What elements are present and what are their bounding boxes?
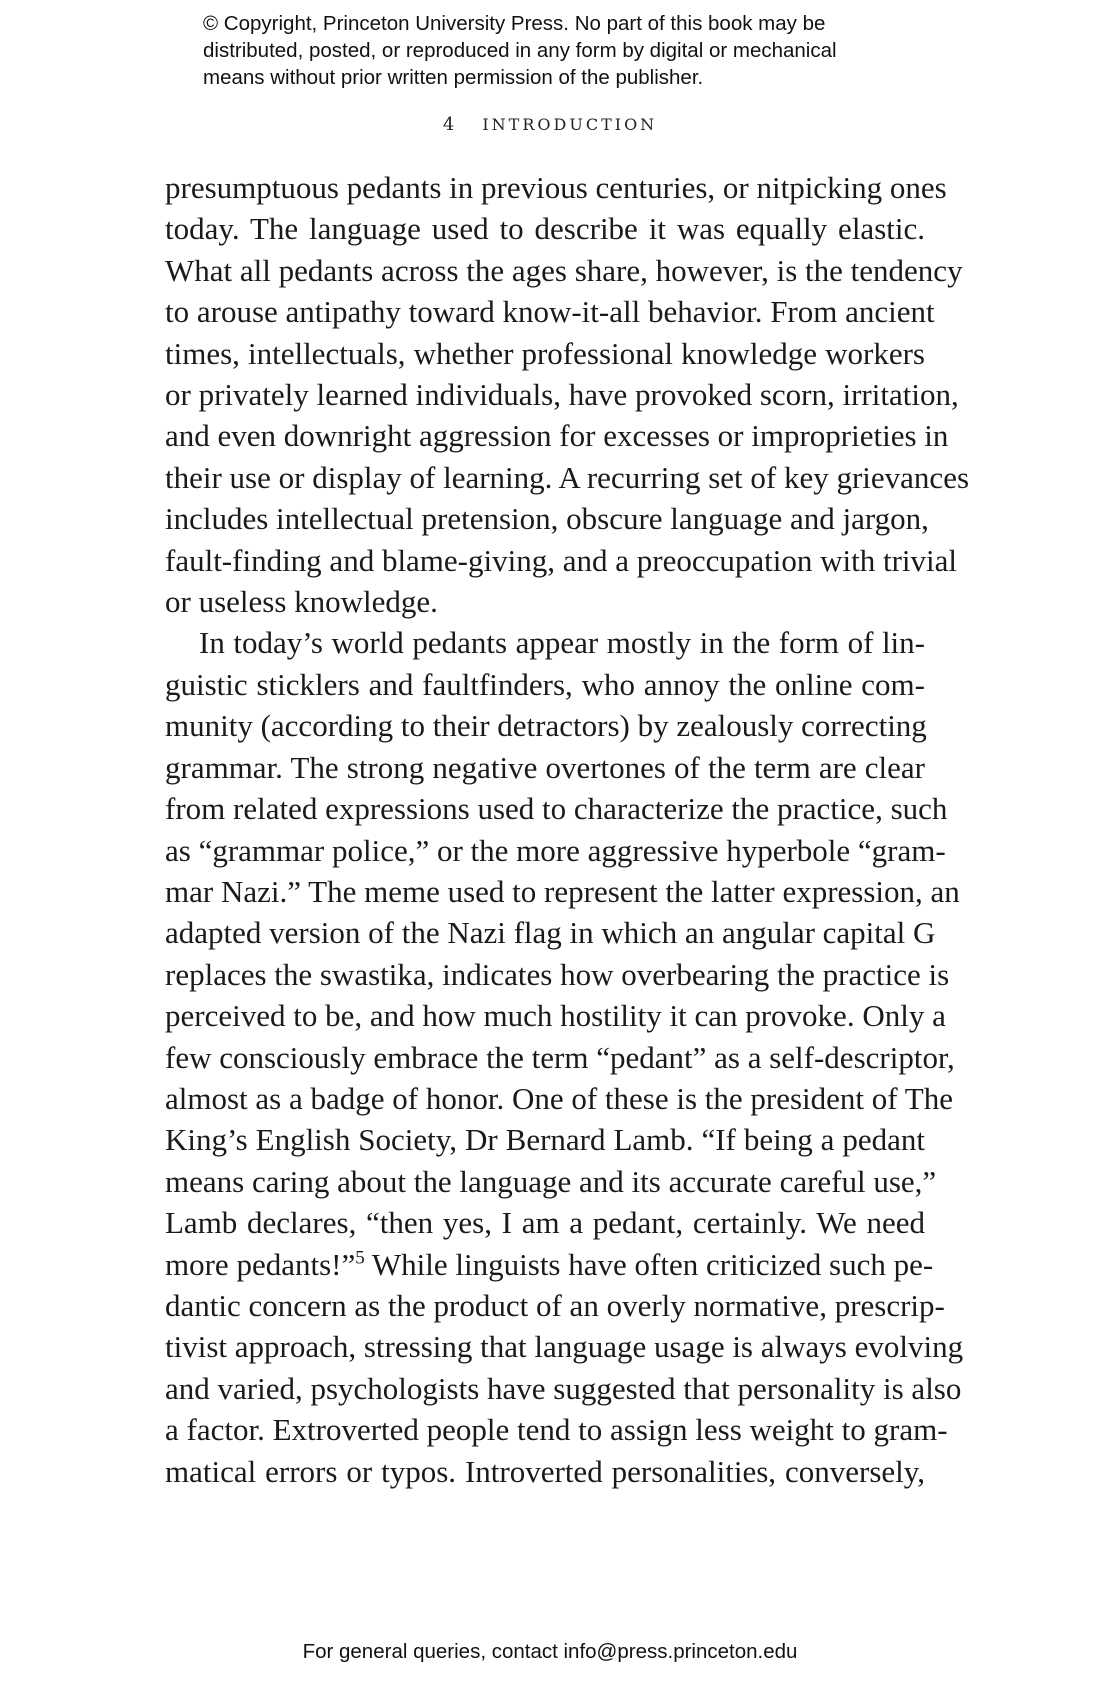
text-line: presumptuous pedants in previous centuries, or nitpicking ones [165, 170, 947, 205]
text-line: perceived to be, and how much hostility it can provoke. Only a [165, 998, 946, 1034]
chapter-title: INTRODUCTION [482, 115, 658, 134]
text-segment: more pedants!” [165, 1246, 356, 1282]
text-line: almost as a badge of honor. One of these is the president of The [165, 1080, 954, 1116]
copyright-notice [203, 10, 963, 91]
text-line: means caring about the language and its accurate careful use,” [165, 1163, 937, 1199]
text-line: to arouse antipathy toward know-it-all behavior. From ancient [165, 294, 935, 330]
text-line: munity (according to their detractors) by zealously correcting [165, 708, 927, 744]
text-line: today. The language used to describe it was equally elastic. [165, 211, 925, 247]
text-line: as “grammar police,” or the more aggressive hyperbole “gram- [165, 832, 946, 868]
text-line: replaces the swastika, indicates how overbearing the practice is [165, 956, 950, 992]
text-line-with-footnote [165, 1244, 934, 1285]
text-line: dantic concern as the product of an overly normative, prescrip- [165, 1287, 945, 1323]
copyright-line: distributed, posted, or reproduced in any form by digital or mechanical [203, 39, 837, 62]
text-segment: While linguists have often criticized such pe- [364, 1246, 934, 1282]
footnote-marker[interactable]: 5 [355, 1247, 365, 1269]
text-line: adapted version of the Nazi flag in which an angular capital G [165, 915, 936, 951]
body-text [165, 167, 970, 1492]
text-line: times, intellectuals, whether professional knowledge workers [165, 335, 925, 371]
text-line: or privately learned individuals, have provoked scorn, irritation, [165, 377, 959, 413]
text-line: King’s English Society, Dr Bernard Lamb. “If being a pedant [165, 1122, 925, 1158]
text-line: Lamb declares, “then yes, I am a pedant, certainly. We need [165, 1205, 925, 1241]
text-line: and even downright aggression for excesses or improprieties in [165, 418, 949, 454]
text-line: from related expressions used to characterize the practice, such [165, 791, 948, 827]
text-line: tivist approach, stressing that language usage is always evolving [165, 1329, 964, 1365]
text-line: few consciously embrace the term “pedant” as a self-descriptor, [165, 1039, 955, 1075]
text-line: mar Nazi.” The meme used to represent the latter expression, an [165, 873, 960, 909]
copyright-line: means without prior written permission of the publisher. [203, 66, 704, 89]
text-line: their use or display of learning. A recurring set of key grievances [165, 459, 970, 495]
text-line: grammar. The strong negative overtones of the term are clear [165, 749, 925, 785]
text-line: or useless knowledge. [165, 584, 438, 620]
text-line: includes intellectual pretension, obscure language and jargon, [165, 501, 929, 537]
text-line: a factor. Extroverted people tend to assign less weight to gram- [165, 1412, 948, 1448]
running-head [0, 114, 1100, 135]
page-number: 4 [442, 114, 455, 135]
text-line: guistic sticklers and faultfinders, who annoy the online com- [165, 666, 925, 702]
footer-contact: For general queries, contact info@press.princeton.edu [302, 1640, 798, 1663]
text-line: and varied, psychologists have suggested that personality is also [165, 1370, 962, 1406]
text-line: In today’s world pedants appear mostly in the form of lin- [199, 625, 925, 661]
text-line: fault-finding and blame-giving, and a preoccupation with trivial [165, 542, 957, 578]
text-line: matical errors or typos. Introverted personalities, conversely, [165, 1453, 925, 1489]
text-line: What all pedants across the ages share, however, is the tendency [165, 252, 963, 288]
copyright-line: © Copyright, Princeton University Press. No part of this book may be [203, 12, 826, 35]
